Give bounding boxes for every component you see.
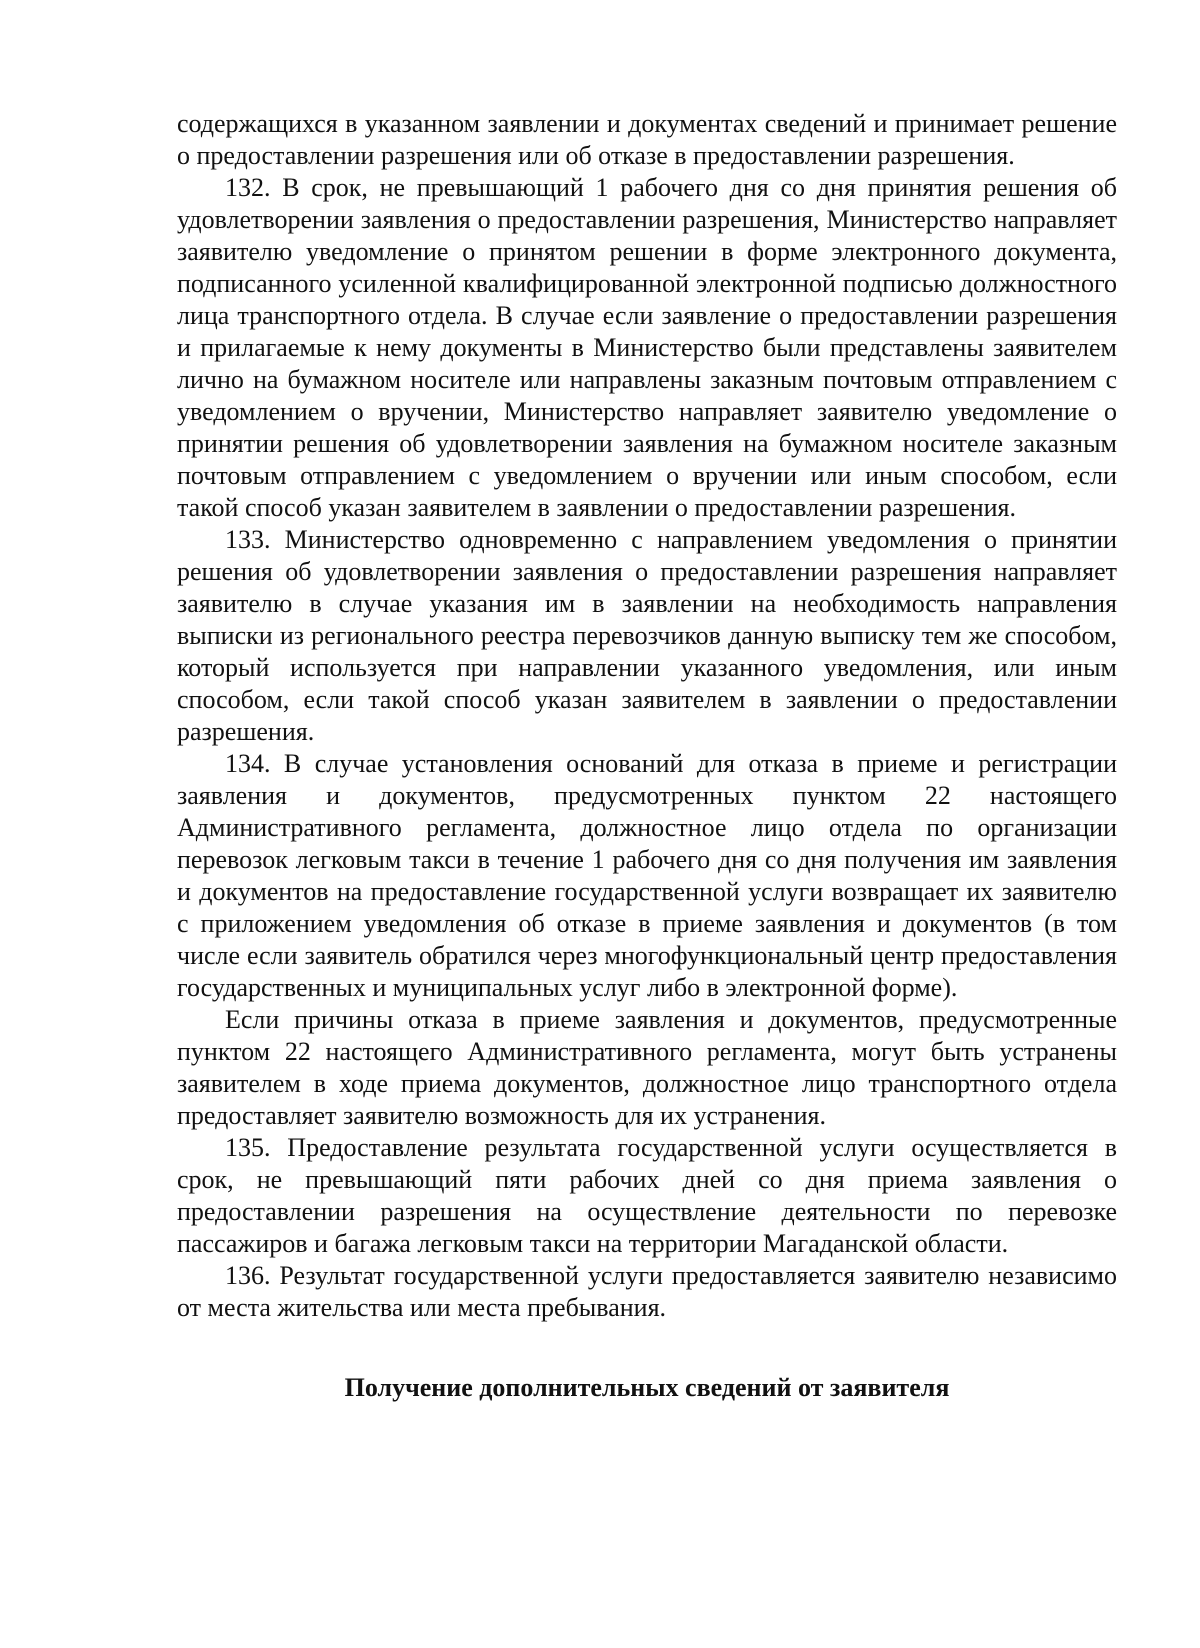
paragraph-135: 135. Предоставление результата государственной услуги осуществляется в срок, не превышающий пяти рабочих дней со дня приема заявления о предоставлении разрешения на осуществление деятельности по перевозке пассажиров и багажа легковым такси на территории Магаданской области. bbox=[177, 1133, 1117, 1258]
section-heading: Получение дополнительных сведений от заявителя bbox=[344, 1373, 950, 1402]
paragraph-continuation: содержащихся в указанном заявлении и документах сведений и принимает решение о предоставлении разрешения или об отказе в предоставлении разрешения. bbox=[177, 109, 1117, 170]
document-page bbox=[177, 108, 1117, 1404]
paragraph-133: 133. Министерство одновременно с направлением уведомления о принятии решения об удовлетворении заявления о предоставлении разрешения направляет заявителю в случае указания им в заявлении на необходимость направления выписки из регионального реестра перевозчиков данную выписку тем же способом, который используется при направлении указанного уведомления, или иным способом, если такой способ указан заявителем в заявлении о предоставлении разрешения. bbox=[177, 525, 1117, 746]
paragraph-134-cont: Если причины отказа в приеме заявления и документов, предусмотренные пунктом 22 настоящего Административного регламента, могут быть устранены заявителем в ходе приема документов, должностное лицо транспортного отдела предоставляет заявителю возможность для их устранения. bbox=[177, 1005, 1117, 1130]
paragraph-134: 134. В случае установления оснований для отказа в приеме и регистрации заявления и документов, предусмотренных пунктом 22 настоящего Административного регламента, должностное лицо отдела по организации перевозок легковым такси в течение 1 рабочего дня со дня получения им заявления и документов на предоставление государственной услуги возвращает их заявителю с приложением уведомления об отказе в приеме заявления и документов (в том числе если заявитель обратился через многофункциональный центр предоставления государственных и муниципальных услуг либо в электронной форме). bbox=[177, 749, 1117, 1002]
paragraph-136: 136. Результат государственной услуги предоставляется заявителю независимо от места жительства или места пребывания. bbox=[177, 1261, 1117, 1322]
paragraph-132: 132. В срок, не превышающий 1 рабочего дня со дня принятия решения об удовлетворении заявления о предоставлении разрешения, Министерство направляет заявителю уведомление о принятом решении в форме электронного документа, подписанного усиленной квалифицированной электронной подписью должностного лица транспортного отдела. В случае если заявление о предоставлении разрешения и прилагаемые к нему документы в Министерство были представлены заявителем лично на бумажном носителе или направлены заказным почтовым отправлением с уведомлением о вручении, Министерство направляет заявителю уведомление о принятии решения об удовлетворении заявления на бумажном носителе заказным почтовым отправлением с уведомлением о вручении или иным способом, если такой способ указан заявителем в заявлении о предоставлении разрешения. bbox=[177, 173, 1117, 522]
